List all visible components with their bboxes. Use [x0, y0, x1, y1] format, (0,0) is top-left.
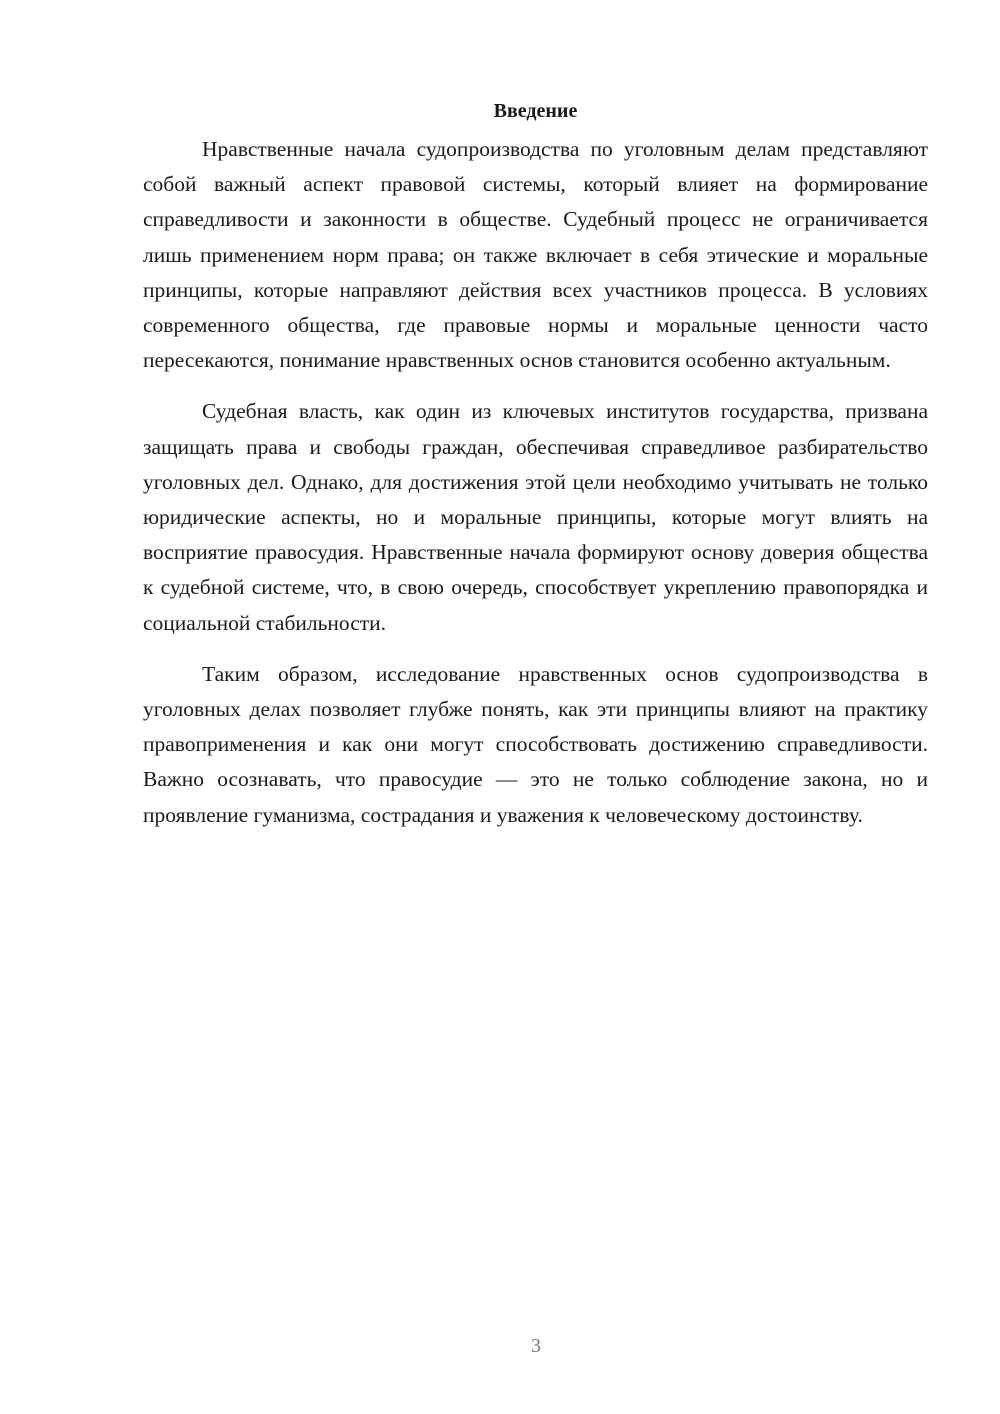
paragraph-3: Таким образом, исследование нравственных основ судопроизводства в уголовных делах позволяет глубже понять, как эти принципы влияют на практику правоприменения и как они могут способствовать достижению справедливости. Важно осознавать, что правосудие — это не только соблюдение закона, но и проявление гуманизма, сострадания и уважения к человеческому достоинству.	[143, 661, 928, 827]
paragraph-2: Судебная власть, как один из ключевых институтов государства, призвана защищать права и свободы граждан, обеспечивая справедливое разбирательство уголовных дел. Однако, для достижения этой цели необходимо учитывать не только юридические аспекты, но и моральные принципы, которые могут влиять на восприятие правосудия. Нравственные начала формируют основу доверия общества к судебной системе, что, в свою очередь, способствует укреплению правопорядка и социальной стабильности.	[143, 399, 928, 635]
page-number: 3	[531, 1335, 541, 1357]
paragraph-1: Нравственные начала судопроизводства по уголовным делам представляют собой важный аспект правовой системы, который влияет на формирование справедливости и законности в обществе. Судебный процесс не ограничивается лишь применением норм права; он также включает в себя этические и моральные принципы, которые направляют действия всех участников процесса. В условиях современного общества, где правовые нормы и моральные ценности часто пересекаются, понимание нравственных основ становится особенно актуальным.	[143, 137, 928, 373]
page-content	[143, 96, 928, 833]
section-heading: Введение	[493, 100, 578, 122]
